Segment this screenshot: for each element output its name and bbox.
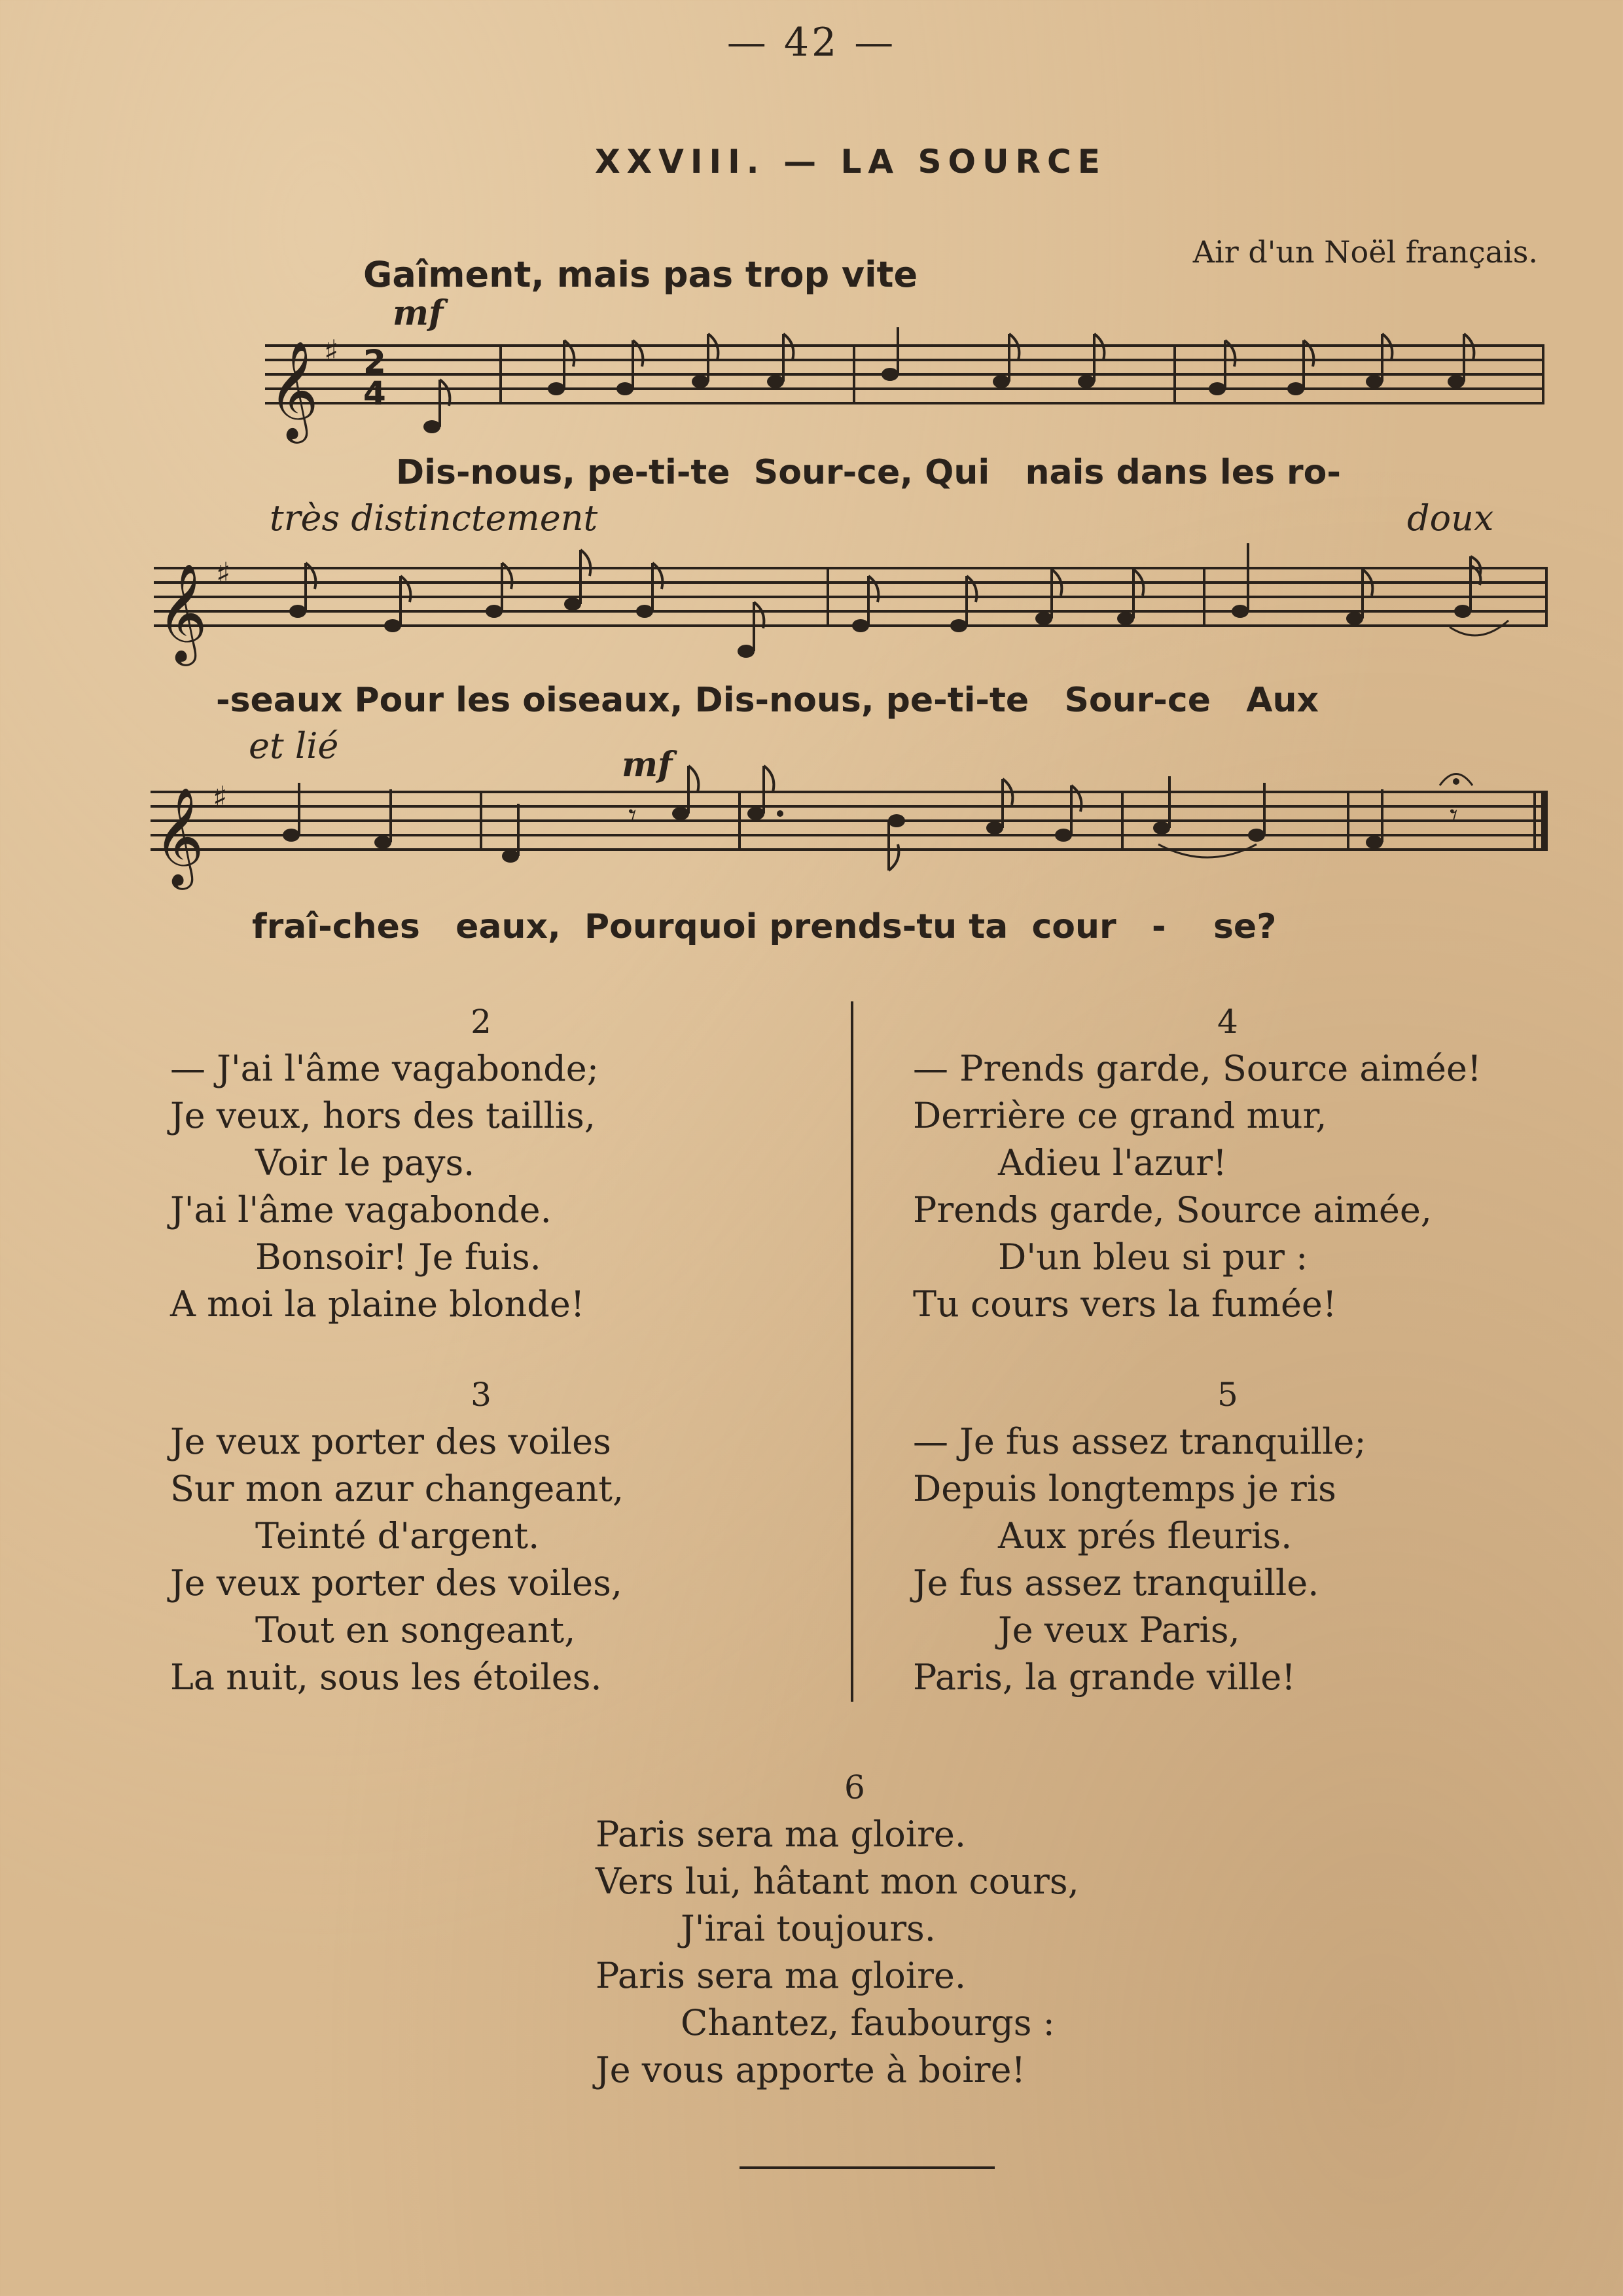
dynamic-mf-1: mf [393,293,444,333]
verse-line: Paris, la grande ville! [913,1657,1296,1698]
svg-text:𝄾: 𝄾 [1450,797,1458,834]
verse-line: Je fus assez tranquille. [913,1562,1319,1604]
air-attribution: Air d'un Noël français. [1192,234,1538,270]
expression-doux: doux [1407,497,1494,539]
lyrics-line-2: -seaux Pour les oiseaux, Dis-nous, pe-ti-te Sour-ce Aux [216,681,1319,720]
verse-line: Adieu l'azur! [998,1142,1227,1183]
stanza-number: 5 [1217,1376,1238,1414]
dynamic-mf-2: mf [622,745,673,785]
verse-line: Vers lui, hâtant mon cours, [596,1861,1079,1902]
verse-line: A moi la plaine blonde! [170,1283,585,1325]
stanza-number: 3 [471,1376,491,1414]
song-title: XXVIII. — LA SOURCE [595,143,1107,181]
stanza-5 [913,1371,1535,1701]
stanza-number: 4 [1217,1003,1238,1041]
verse-line: J'irai toujours. [681,1908,936,1949]
verse-line: Je veux porter des voiles, [170,1562,622,1604]
column-divider [851,1001,853,1702]
verse-line: Prends garde, Source aimée, [913,1189,1432,1230]
key-sharp-2: ♯ [216,556,231,591]
stanza-3 [170,1371,792,1701]
verse-line: Tu cours vers la fumée! [913,1283,1337,1325]
verse-line: Aux prés fleuris. [998,1515,1293,1556]
verse-line: — J'ai l'âme vagabonde; [170,1048,599,1089]
notes-staff-3 [283,766,1472,870]
treble-clef-1: 𝄞 [268,340,319,439]
staff-2 [154,568,1548,626]
lyrics-line-3: fraî-ches eaux, Pourquoi prends-tu ta cour - se? [252,907,1277,946]
stanza-2 [170,998,792,1328]
key-sharp-3: ♯ [213,780,228,815]
expression-tres-distinctement: très distinctement [270,497,598,539]
expression-et-lie: et lié [249,725,339,766]
stanza-number: 2 [471,1003,491,1041]
verse-line: Teinté d'argent. [255,1515,540,1556]
verse-line: Tout en songeant, [255,1609,576,1651]
verse-line: Je vous apporte à boire! [596,2049,1026,2090]
stanza-number: 6 [844,1768,865,1806]
time-signature [363,343,386,412]
key-sharp-1: ♯ [324,333,339,368]
page-number: — 42 — [726,20,897,65]
end-rule [740,2166,995,2169]
verse-line: D'un bleu si pur : [998,1236,1308,1278]
verse-line: Je veux, hors des taillis, [170,1095,596,1136]
verse-line: Paris sera ma gloire. [596,1955,967,1996]
verse-line: Voir le pays. [255,1142,475,1183]
verse-line: Sur mon azur changeant, [170,1468,624,1509]
staff-1 [265,346,1544,403]
treble-clef-2: 𝄞 [157,562,207,662]
svg-text:2: 2 [363,343,386,381]
svg-text:𝄾: 𝄾 [628,797,637,834]
stanza-6 [596,1764,1250,2094]
verse-line: J'ai l'âme vagabonde. [170,1189,552,1230]
staff-3 [151,792,1548,850]
lyrics-line-1: Dis-nous, pe-ti-te Sour-ce, Qui nais dans les ro- [396,453,1341,492]
notes-staff-2 [289,543,1508,658]
tempo-marking: Gaîment, mais pas trop vite [363,254,918,295]
treble-clef-3: 𝄞 [154,786,204,886]
notes-staff-1 [423,327,1474,433]
stanza-4 [913,998,1535,1328]
svg-text:4: 4 [363,374,386,412]
verse-line: Depuis longtemps je ris [913,1468,1336,1509]
verse-line: — Je fus assez tranquille; [913,1421,1366,1462]
verse-line: Je veux porter des voiles [170,1421,611,1462]
verse-line: Je veux Paris, [998,1609,1240,1651]
verse-line: Derrière ce grand mur, [913,1095,1327,1136]
verse-line: Bonsoir! Je fuis. [255,1236,541,1278]
verse-line: — Prends garde, Source aimée! [913,1048,1482,1089]
verse-line: La nuit, sous les étoiles. [170,1657,602,1698]
verse-line: Paris sera ma gloire. [596,1814,967,1855]
verse-line: Chantez, faubourgs : [681,2002,1055,2043]
